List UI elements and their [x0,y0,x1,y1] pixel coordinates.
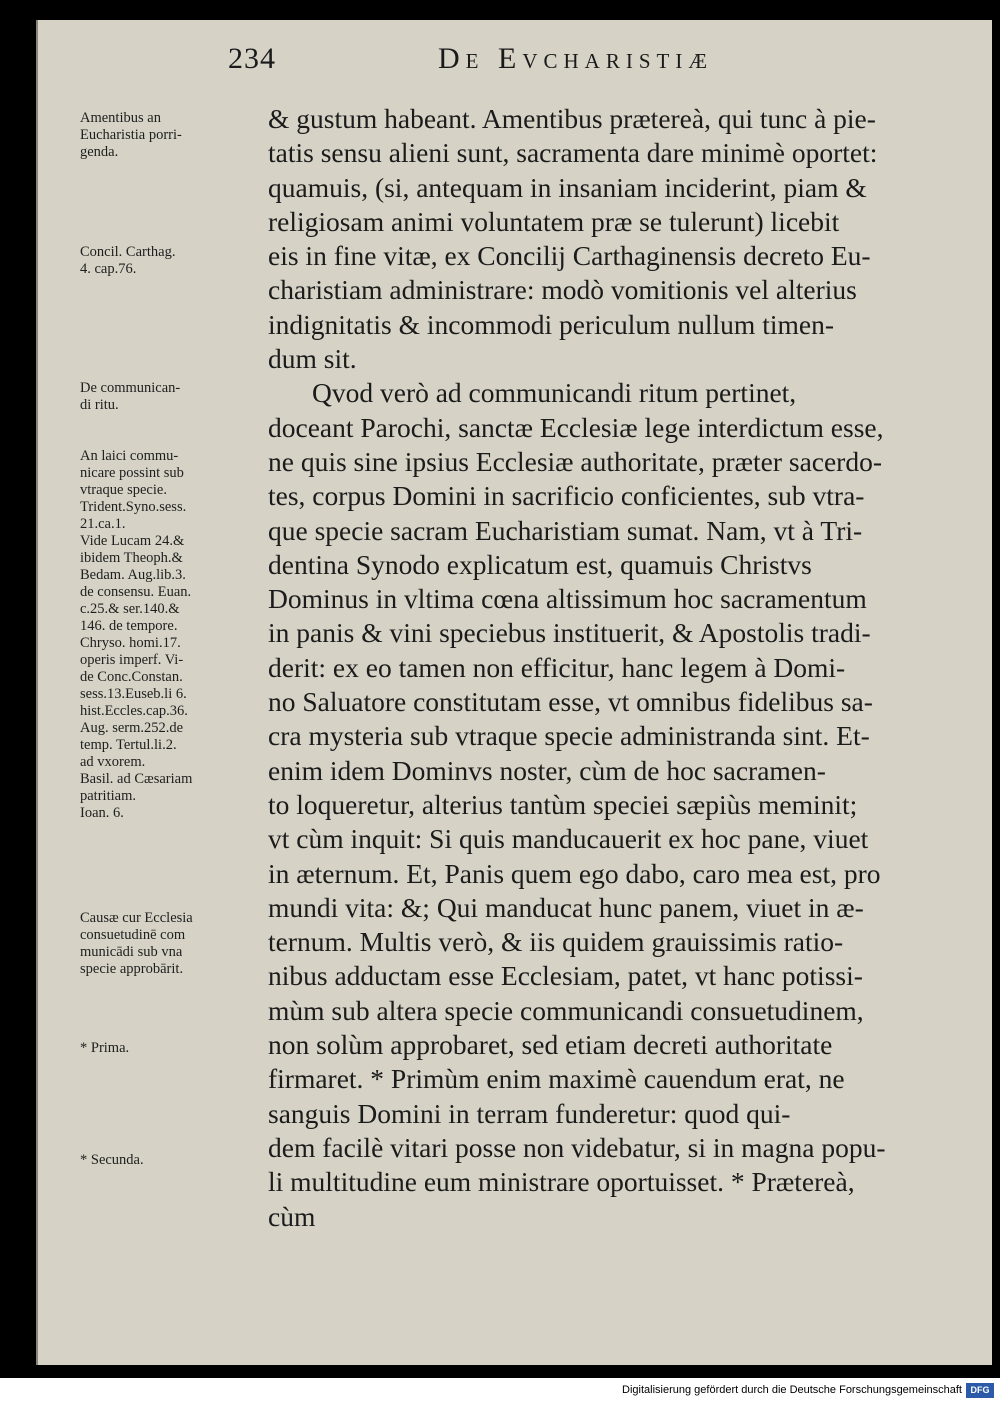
margin-note-line: temp. Tertul.li.2. [80,737,177,753]
margin-note-line: Ioan. 6. [80,805,124,821]
text-line: nibus adductam esse Ecclesiam, patet, vt hanc potissi- [268,960,863,992]
margin-note-line: Chryso. homi.17. [80,635,181,651]
margin-note-line: specie approbārit. [80,961,184,977]
text-line: to loqueretur, alterius tantùm speciei sæpiùs meminit; [268,788,858,820]
margin-note-line: Concil. Carthag. [80,244,176,260]
page-title: De Evcharistiæ [438,42,713,75]
margin-note-line: De communican- [80,380,181,396]
margin-note [80,1152,270,1169]
margin-note [80,244,270,278]
text-line: ternum. Multis verò, & iis quidem grauissimis ratio- [268,926,844,958]
margin-note-line: Vide Lucam 24.& [80,533,185,549]
margin-note-line: 4. cap.76. [80,261,137,277]
margin-note-line: Causæ cur Ecclesia [80,910,193,926]
margin-note-line: Aug. serm.252.de [80,720,184,736]
running-head [228,42,948,86]
text-line: indignitatis & incommodi periculum nullum timen- [268,308,834,340]
margin-note-line: Amentibus an [80,110,161,126]
margin-note-line: Eucharistia porri- [80,127,182,143]
text-line: tatis sensu alieni sunt, sacramenta dare minimè oportet: [268,137,878,169]
margin-note-line: operis imperf. Vi- [80,652,184,668]
margin-note-line: Trident.Syno.sess. [80,499,187,515]
text-line: doceant Parochi, sanctæ Ecclesiæ lege interdictum esse, [268,411,884,443]
margin-note-line: municādi sub vna [80,944,183,960]
margin-note-line: 21.ca.1. [80,516,126,532]
margin-note-line: de Conc.Constan. [80,669,183,685]
text-line: vt cùm inquit: Si quis manducauerit ex hoc pane, viuet [268,823,869,855]
text-line: firmaret. * Primùm enim maximè cauendum erat, ne [268,1063,845,1095]
text-line: tes, corpus Domini in sacrificio conficientes, sub vtra- [268,480,865,512]
margin-note-line: Basil. ad Cæsariam [80,771,193,787]
margin-note-line: sess.13.Euseb.li 6. [80,686,187,702]
text-line: dem facilè vitari posse non videbatur, si in magna popu- [268,1131,886,1163]
text-line: Dominus in vltima cœna altissimum hoc sacramentum [268,583,867,615]
body-text [268,102,958,1234]
text-line: enim idem Dominvs noster, cùm de hoc sacramen- [268,754,826,786]
margin-note [80,1040,270,1057]
text-line: charistiam administrare: modò vomitionis vel alterius [268,274,857,306]
dfg-logo-icon: DFG [966,1383,994,1398]
text-line: dentina Synodo explicatum est, quamuis Christvs [268,548,812,580]
margin-note [80,910,270,978]
margin-note-line: vtraque specie. [80,482,167,498]
text-line: non solùm approbaret, sed etiam decreti authoritate [268,1029,833,1061]
text-line: dum sit. [268,343,357,375]
margin-note-line: * Secunda. [80,1152,144,1168]
margin-note-line: hist.Eccles.cap.36. [80,703,188,719]
text-line: in æternum. Et, Panis quem ego dabo, caro mea est, pro [268,857,881,889]
text-line: & gustum habeant. Amentibus prætereà, qui tunc à pie- [268,103,876,134]
text-line: mundi vita: &; Qui manducat hunc panem, viuet in æ- [268,891,864,923]
margin-note [80,448,270,822]
text-line: que specie sacram Eucharistiam sumat. Nam, vt à Tri- [268,514,863,546]
page-edge [992,20,1000,1365]
text-line: derit: ex eo tamen non efficitur, hanc legem à Domi- [268,651,846,683]
text-line: no Saluatore constitutam esse, vt omnibus fidelibus sa- [268,686,873,718]
margin-note-line: 146. de tempore. [80,618,178,634]
margin-note [80,110,270,161]
text-line: quamuis, (si, antequam in insaniam inciderint, piam & [268,171,867,203]
margin-note-line: patritiam. [80,788,136,804]
page-number: 234 [228,42,276,75]
margin-note-line: di ritu. [80,397,119,413]
text-line: sanguis Domini in terram funderetur: quod qui- [268,1097,791,1129]
text-line: Qvod verò ad communicandi ritum pertinet, [312,377,797,409]
margin-note-line: ibidem Theoph.& [80,550,183,566]
text-line: ne quis sine ipsius Ecclesiæ authoritate, præter sacerdo- [268,445,882,477]
footer-bar [0,1378,1000,1404]
text-line: cra mysteria sub vtraque specie administranda sint. Et- [268,720,870,752]
margin-note-line: c.25.& ser.140.& [80,601,180,617]
text-line: li multitudine eum ministrare oportuisset. * Prætereà, [268,1166,855,1198]
margin-note-line: * Prima. [80,1040,130,1056]
margin-note-line: genda. [80,144,119,160]
margin-note-line: ad vxorem. [80,754,146,770]
margin-note-line: An laici commu- [80,448,179,464]
margin-note-line: Bedam. Aug.lib.3. [80,567,186,583]
text-line: eis in fine vitæ, ex Concilij Carthaginensis decreto Eu- [268,240,871,272]
margin-note-line: nicare possint sub [80,465,184,481]
text-line: in panis & vini speciebus instituerit, & Apostolis tradi- [268,617,871,649]
margin-note-line: de consensu. Euan. [80,584,192,600]
margin-note [80,380,270,414]
margin-note-line: consuetudinē com [80,927,186,943]
footer-credit: Digitalisierung gefördert durch die Deutsche Forschungsgemeinschaft [622,1384,962,1396]
text-line: cùm [268,1200,316,1232]
text-line: religiosam animi voluntatem præ se tulerunt) licebit [268,205,840,237]
text-line: mùm sub altera specie communicandi consuetudinem, [268,994,864,1026]
